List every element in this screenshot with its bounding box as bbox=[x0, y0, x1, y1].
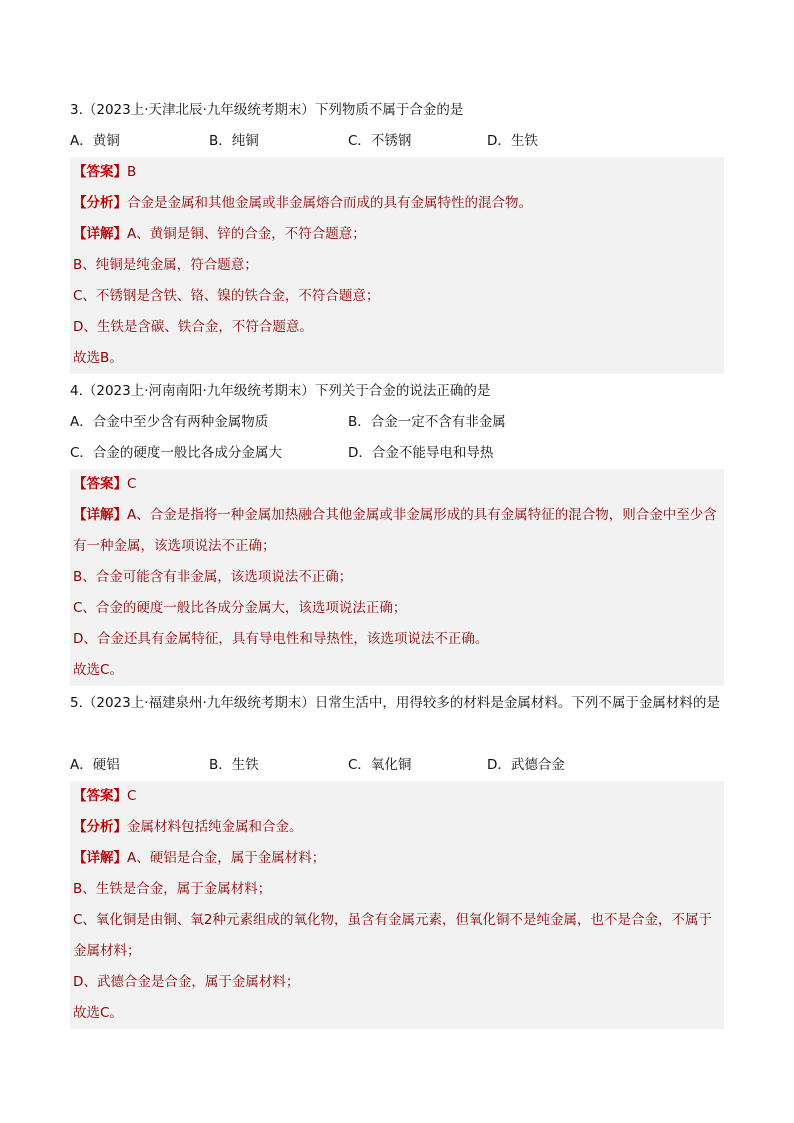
answer-tag: 【答案】 bbox=[73, 476, 127, 492]
option-b: B．纯铜 bbox=[209, 133, 259, 149]
option-b: B．生铁 bbox=[209, 757, 259, 773]
detail-line: B、纯铜是纯金属，符合题意； bbox=[73, 257, 258, 273]
analysis-line bbox=[70, 812, 724, 843]
answer-tag: 【答案】 bbox=[73, 788, 127, 804]
detail-line bbox=[70, 843, 724, 874]
answer-line bbox=[70, 781, 724, 812]
answer-value: C bbox=[127, 788, 137, 804]
answer-box bbox=[70, 781, 724, 1029]
conclusion-line: 故选C。 bbox=[73, 1005, 123, 1021]
question-stem: 5.（2023上·福建泉州·九年级统考期末）日常生活中，用得较多的材料是金属材料。下列不属于金属材料的是 bbox=[70, 695, 720, 711]
detail-line: C、氧化铜是由铜、氧2种元素组成的氧化物，虽含有金属元素，但氧化铜不是纯金属，也不是合金，不属于金属材料； bbox=[73, 912, 713, 959]
answer-box bbox=[70, 157, 724, 374]
detail-line bbox=[70, 219, 724, 250]
detail-tag: 【详解】 bbox=[73, 507, 127, 523]
question-stem: 4.（2023上·河南南阳·九年级统考期末）下列关于合金的说法正确的是 bbox=[70, 383, 491, 399]
options-row bbox=[70, 407, 724, 438]
option-c: C．不锈钢 bbox=[348, 133, 412, 149]
detail-line bbox=[70, 500, 724, 562]
detail-tag: 【详解】 bbox=[73, 850, 127, 866]
options-row bbox=[70, 126, 724, 157]
conclusion-line: 故选B。 bbox=[73, 350, 123, 366]
question-5 bbox=[70, 688, 724, 1029]
option-b: B．合金一定不含有非金属 bbox=[348, 414, 506, 430]
detail-text: A、合金是指将一种金属加热融合其他金属或非金属形成的具有金属特征的混合物，则合金中至少含有一种金属，该选项说法不正确； bbox=[73, 507, 717, 554]
answer-line bbox=[70, 469, 724, 500]
answer-value: C bbox=[127, 476, 137, 492]
detail-line: C、合金的硬度一般比各成分金属大，该选项说法正确； bbox=[73, 600, 407, 616]
option-a: A．硬铝 bbox=[70, 757, 120, 773]
option-c: C．合金的硬度一般比各成分金属大 bbox=[70, 445, 282, 461]
answer-line bbox=[70, 157, 724, 188]
analysis-tag: 【分析】 bbox=[73, 819, 127, 835]
question-3 bbox=[70, 95, 724, 374]
option-d: D．武德合金 bbox=[487, 757, 565, 773]
detail-line: D、合金还具有金属特征，具有导电性和导热性，该选项说法不正确。 bbox=[73, 631, 489, 647]
detail-line: B、合金可能含有非金属，该选项说法不正确； bbox=[73, 569, 353, 585]
question-4 bbox=[70, 376, 724, 686]
detail-text: A、黄铜是铜、锌的合金，不符合题意； bbox=[127, 226, 366, 242]
conclusion-line: 故选C。 bbox=[73, 662, 123, 678]
detail-line: D、武德合金是合金，属于金属材料； bbox=[73, 974, 300, 990]
analysis-line bbox=[70, 188, 724, 219]
analysis-text: 合金是金属和其他金属或非金属熔合而成的具有金属特性的混合物。 bbox=[127, 195, 532, 211]
answer-value: B bbox=[127, 164, 137, 180]
options-row bbox=[70, 750, 724, 781]
option-a: A．黄铜 bbox=[70, 133, 120, 149]
analysis-tag: 【分析】 bbox=[73, 195, 127, 211]
analysis-text: 金属材料包括纯金属和合金。 bbox=[127, 819, 303, 835]
detail-line: C、不锈钢是含铁、铬、镍的铁合金，不符合题意； bbox=[73, 288, 380, 304]
detail-tag: 【详解】 bbox=[73, 226, 127, 242]
question-stem: 3.（2023上·天津北辰·九年级统考期末）下列物质不属于合金的是 bbox=[70, 102, 464, 118]
detail-line: D、生铁是含碳、铁合金，不符合题意。 bbox=[73, 319, 313, 335]
option-c: C．氧化铜 bbox=[348, 757, 412, 773]
answer-tag: 【答案】 bbox=[73, 164, 127, 180]
option-d: D．生铁 bbox=[487, 133, 538, 149]
option-d: D．合金不能导电和导热 bbox=[348, 445, 494, 461]
detail-line: B、生铁是合金，属于金属材料； bbox=[73, 881, 272, 897]
detail-text: A、硬铝是合金，属于金属材料； bbox=[127, 850, 326, 866]
answer-box bbox=[70, 469, 724, 686]
options-row bbox=[70, 438, 724, 469]
option-a: A．合金中至少含有两种金属物质 bbox=[70, 414, 269, 430]
